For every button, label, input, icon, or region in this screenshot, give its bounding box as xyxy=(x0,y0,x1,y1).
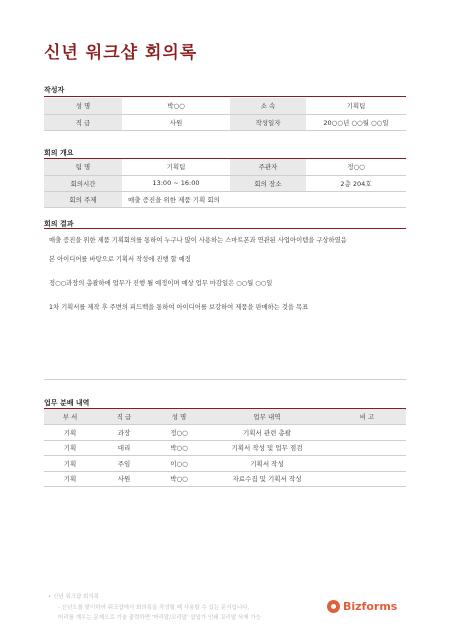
footer-note-title: • 신년 워크샵 회의록 xyxy=(48,594,99,600)
date-label: 작성일자 xyxy=(230,114,306,130)
topic-value: 매출 증진을 위한 제품 기획 회의 xyxy=(122,191,406,207)
overview-table xyxy=(44,159,406,208)
name-value: 박○○ xyxy=(122,98,230,114)
time-label: 회의시간 xyxy=(44,175,122,191)
table-cell: 주임 xyxy=(96,456,152,472)
author-table xyxy=(44,98,406,131)
table-cell: 기획서 작성 xyxy=(206,456,328,472)
author-section-title: 작성자 xyxy=(44,86,65,94)
table-cell: 기획서 관련 총괄 xyxy=(206,425,328,441)
table-cell: 정○○ xyxy=(152,425,206,441)
table-row xyxy=(44,440,406,456)
bizforms-logo-text: Bizforms xyxy=(343,600,398,613)
table-header-row xyxy=(44,409,406,425)
column-header: 업무 내역 xyxy=(206,409,328,425)
table-cell: 이○○ xyxy=(152,456,206,472)
rank-label: 직 급 xyxy=(44,114,122,130)
table-cell xyxy=(328,471,406,487)
bizforms-logo xyxy=(327,600,397,613)
table-cell xyxy=(328,456,406,472)
task-section-title: 업무 분배 내역 xyxy=(44,399,90,407)
column-header: 성 명 xyxy=(152,409,206,425)
result-line: 1차 기획서를 제작 후 주변의 피드백을 통하여 아이디어를 보강하여 제품을 판매하는 것을 목표 xyxy=(49,304,309,311)
time-value: 13:00 ~ 16:00 xyxy=(122,175,230,191)
table-cell: 기획 xyxy=(44,456,96,472)
table-row xyxy=(44,191,406,207)
task-table xyxy=(44,409,406,487)
result-box xyxy=(44,229,406,380)
footer-note-line: - 신년도를 맞이하여 워크샵에서 회의록을 작성할 때 사용할 수 있는 문서입니다. xyxy=(58,605,250,611)
overview-section-title: 회의 개요 xyxy=(44,149,74,157)
topic-label: 회의 주제 xyxy=(44,191,122,207)
date-value: 20○○년 ○○월 ○○일 xyxy=(306,114,406,130)
result-section-title: 회의 결과 xyxy=(44,220,74,228)
table-cell: 사원 xyxy=(96,471,152,487)
table-row xyxy=(44,471,406,487)
table-cell: 박○○ xyxy=(152,440,206,456)
table-cell: 대리 xyxy=(96,440,152,456)
bizforms-logo-icon xyxy=(327,600,340,613)
table-cell: 기획 xyxy=(44,440,96,456)
rank-value: 사원 xyxy=(122,114,230,130)
department-label: 소 속 xyxy=(230,98,306,114)
result-line: 정○○과장의 총괄하에 업무가 진행 될 예정이며 예상 업무 마감일은 ○○월 ○○일 xyxy=(49,280,273,287)
table-cell: 자료수집 및 기획서 작성 xyxy=(206,471,328,487)
place-value: 2층 204호 xyxy=(306,175,406,191)
table-row xyxy=(44,175,406,191)
page-title: 신년 워크샵 회의록 xyxy=(44,43,198,63)
table-cell: 기획서 작성 및 업무 점검 xyxy=(206,440,328,456)
table-cell: 과장 xyxy=(96,425,152,441)
table-row xyxy=(44,456,406,472)
result-line: 매출 증진을 위한 제품 기획회의를 통하여 누구나 많이 사용하는 스마트폰과 연관된 사업아이템을 구상하였음 xyxy=(49,237,347,244)
column-header: 직 급 xyxy=(96,409,152,425)
table-row xyxy=(44,114,406,130)
author-section-rule xyxy=(44,96,406,97)
table-cell: 박○○ xyxy=(152,471,206,487)
table-cell: 기획 xyxy=(44,471,96,487)
team-label: 팀 명 xyxy=(44,159,122,175)
table-cell xyxy=(328,440,406,456)
name-label: 성 명 xyxy=(44,98,122,114)
column-header: 부 서 xyxy=(44,409,96,425)
table-row xyxy=(44,159,406,175)
column-header: 비 고 xyxy=(328,409,406,425)
department-value: 기획팀 xyxy=(306,98,406,114)
table-row xyxy=(44,425,406,441)
footer-note-line: 머리를 깨우는 문제으로 기술 출력하면 '머리말/꼬리말' 삽입가 인쇄 꼬리말 삭제 가능 xyxy=(58,615,262,621)
team-value: 기획팀 xyxy=(122,159,230,175)
host-value: 정○○ xyxy=(306,159,406,175)
table-cell xyxy=(328,425,406,441)
host-label: 주관자 xyxy=(230,159,306,175)
table-row xyxy=(44,98,406,114)
place-label: 회의 장소 xyxy=(230,175,306,191)
table-cell: 기획 xyxy=(44,425,96,441)
result-line: 본 아이디어를 바탕으로 기획서 작성에 진행 할 예정 xyxy=(49,256,191,263)
